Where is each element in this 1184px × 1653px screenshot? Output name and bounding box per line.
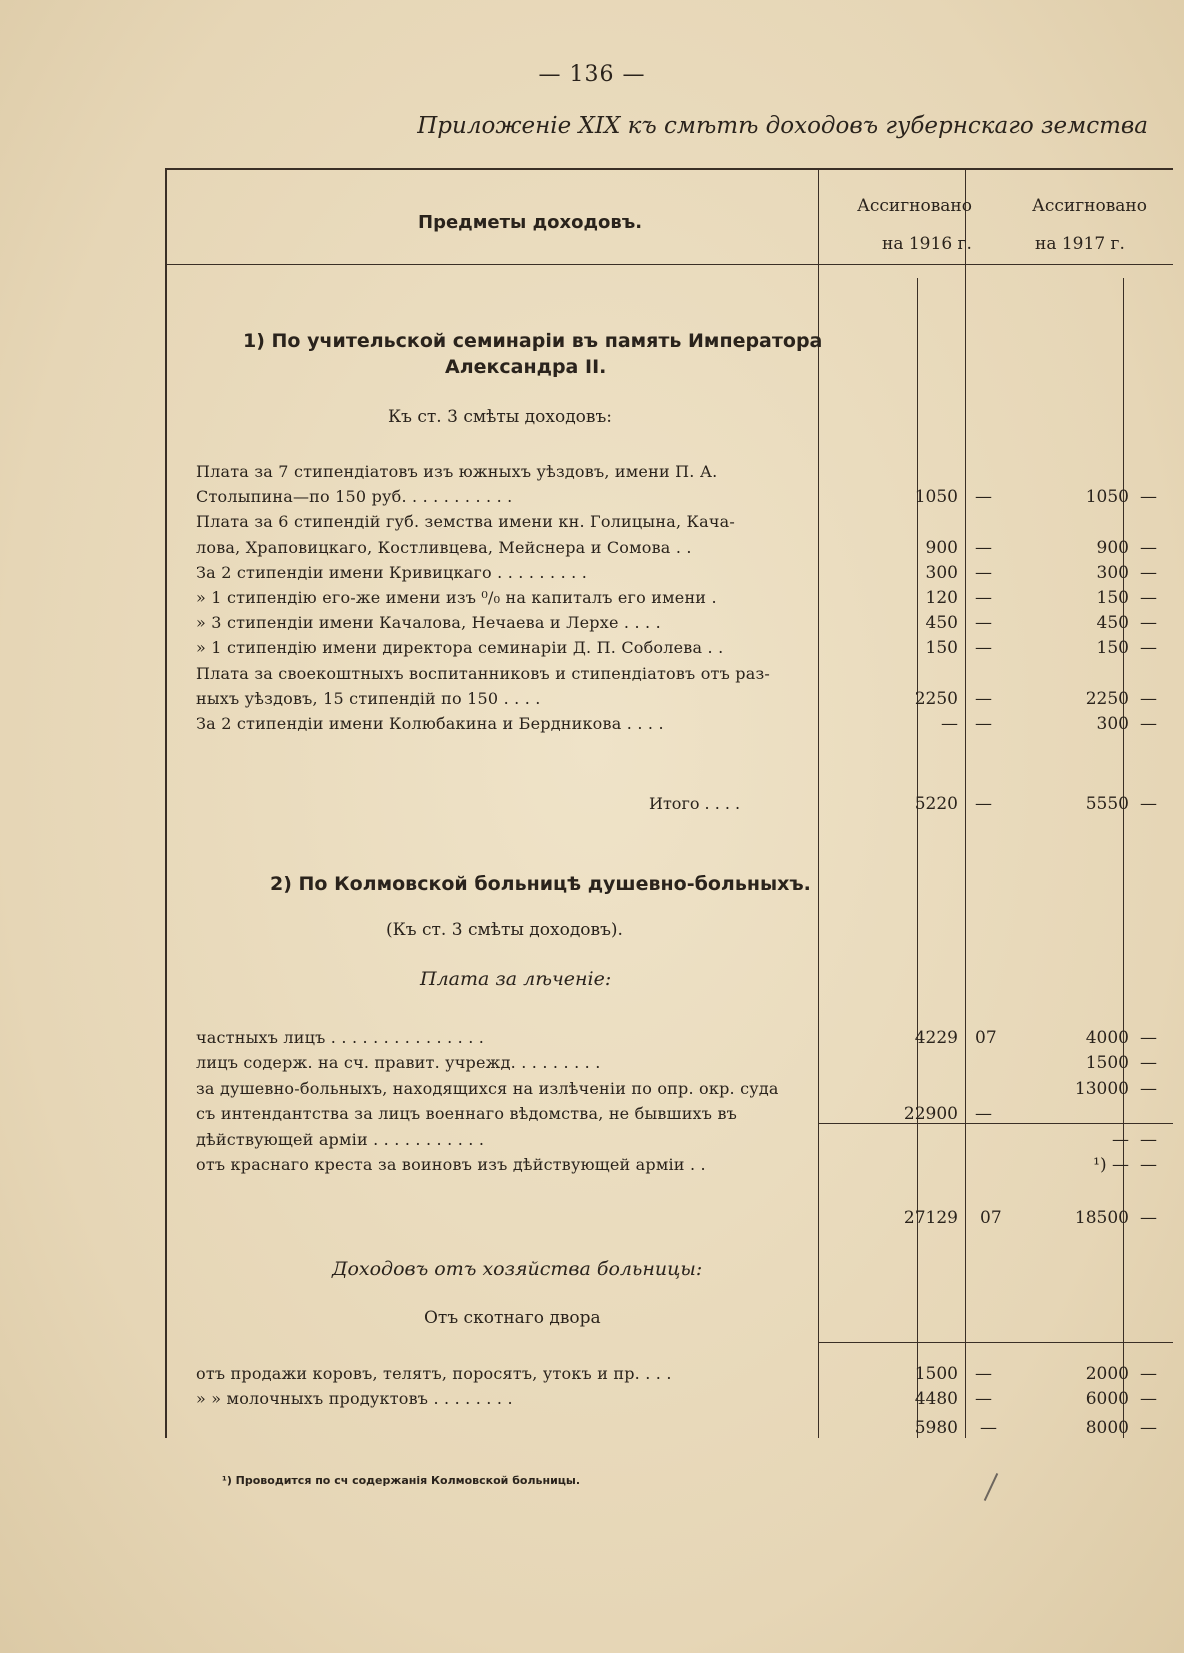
col1-left-border [818,168,819,1438]
header-bottom-border [165,264,1173,265]
table-left-border [165,168,167,1438]
kopecks-1917: — [1140,688,1157,709]
amount-1916: 4480 [914,1389,958,1409]
section1-total-1917: 5550 [1085,794,1129,814]
kopecks-1916: — [975,1364,992,1384]
amount-1916: 150 [925,638,958,659]
row-text: За 2 стипендіи имени Колюбакина и Бердникова . . . . [196,714,664,733]
amount-1917: 900 [1096,537,1129,558]
amount-1917: 300 [1096,562,1129,583]
amount-1917: 300 [1096,714,1129,734]
header-subjects: Предметы доходовъ. [418,212,643,233]
kopecks-1917: — [1140,1129,1157,1150]
farm-subheading: Отъ скотнаго двора [424,1308,601,1328]
farm-total-1917: 8000 [1085,1418,1129,1438]
farm-total-1916-kop: — [980,1418,997,1438]
kopecks-1916: — [975,613,992,634]
amount-1917: 1500 [1085,1053,1129,1074]
kopecks-1917: — [1140,714,1157,734]
kopecks-1916: — [975,588,992,608]
col1-kop-border [917,278,918,1438]
kopecks-1917: — [1140,487,1157,508]
amount-1917: 13000 [1074,1078,1129,1099]
amount-1917: 450 [1096,613,1129,634]
farm-total-1917-kop: — [1140,1418,1157,1438]
table-top-border [165,168,1173,170]
kopecks-1917: — [1140,1364,1157,1384]
section2-heading: Плата за лѣченіе: [420,968,612,990]
amount-1916: 4229 [914,1028,958,1048]
amount-1916: 1500 [914,1364,958,1384]
row-text: За 2 стипендіи имени Кривицкаго . . . . . . . . . [196,562,587,582]
kopecks-1916: — [975,714,992,734]
amount-1916: 2250 [914,688,958,709]
section2-subtotal-1916: 27129 [903,1208,958,1228]
section2-subtotal-1917: 18500 [1074,1208,1129,1228]
row-text: » 3 стипендіи имени Качалова, Нечаева и Лерхе . . . . [196,613,661,633]
section2-subtotal-1916-kop: 07 [980,1208,1002,1228]
amount-1917: — [1112,1129,1129,1150]
header-col1-line1: Ассигновано [857,196,972,216]
row-text: за душевно-больныхъ, находящихся на излѣченіи по опр. окр. суда [196,1078,779,1098]
amount-1916: 450 [925,613,958,634]
row-text: Плата за 6 стипендій губ. земства имени кн. Голицына, Кача- [196,512,735,532]
kopecks-1917: — [1140,1389,1157,1409]
section1-title-line1: 1) По учительской семинаріи въ память Императора [243,330,823,352]
kopecks-1917: — [1140,1053,1157,1074]
section1-total-1916-kop: — [975,794,992,814]
section1-subtitle: Къ ст. 3 смѣты доходовъ: [388,407,613,427]
kopecks-1916: — [975,1389,992,1409]
col2-kop-border [1123,278,1124,1438]
row-text: дѣйствующей арміи . . . . . . . . . . . [196,1129,485,1149]
footnote: ¹) Проводится по сч содержанія Колмовской больницы. [222,1474,581,1487]
row-text: отъ краснаго креста за воиновъ изъ дѣйствующей арміи . . [196,1155,706,1174]
header-col1-line2: на 1916 г. [882,234,972,254]
row-text: отъ продажи коровъ, телятъ, поросятъ, утокъ и пр. . . . [196,1364,672,1383]
row-text: лова, Храповицкаго, Костливцева, Мейснера и Сомова . . [196,537,692,557]
kopecks-1916: — [975,638,992,659]
amount-1917: 4000 [1085,1028,1129,1048]
kopecks-1917: — [1140,1155,1157,1175]
kopecks-1917: — [1140,562,1157,583]
kopecks-1916: — [975,688,992,709]
row-text: » 1 стипендію имени директора семинаріи Д. П. Соболева . . [196,638,724,658]
kopecks-1917: — [1140,613,1157,634]
row-text: Плата за 7 стипендіатовъ изъ южныхъ уѣздовъ, имени П. А. [196,462,718,481]
kopecks-1917: — [1140,1028,1157,1048]
amount-1917: 1050 [1085,487,1129,508]
amount-1916: — [941,714,958,734]
section2-subtotal-1917-kop: — [1140,1208,1157,1228]
amount-1916: 22900 [903,1104,958,1125]
amount-1916: 1050 [914,487,958,508]
kopecks-1917: — [1140,638,1157,659]
kopecks-1916: — [975,1104,992,1125]
kopecks-1916: — [975,487,992,508]
farm-heading: Доходовъ отъ хозяйства больницы: [332,1258,703,1280]
row-text: съ интендантства за лицъ военнаго вѣдомства, не бывшихъ въ [196,1104,738,1124]
header-col2-line2: на 1917 г. [1035,234,1125,254]
kopecks-1917: — [1140,1078,1157,1099]
row-text: ныхъ уѣздовъ, 15 стипендій по 150 . . . . [196,688,541,708]
row-text: частныхъ лицъ . . . . . . . . . . . . . . . [196,1028,485,1047]
header-col2-line1: Ассигновано [1032,196,1147,216]
amount-1917: 150 [1096,638,1129,659]
section1-total-label: Итого . . . . [649,794,741,813]
kopecks-1917: — [1140,588,1157,608]
row-text: » » молочныхъ продуктовъ . . . . . . . . [196,1389,513,1408]
row-text: » 1 стипендію его-же имени изъ ⁰/₀ на капиталъ его имени . [196,588,717,607]
kopecks-1916: — [975,537,992,558]
farm-total-1916: 5980 [914,1418,958,1438]
page-number: — 136 — [538,62,646,87]
section2-subtitle: (Къ ст. 3 смѣты доходовъ). [386,920,623,940]
kopecks-1917: — [1140,537,1157,558]
amount-1916: 300 [925,562,958,583]
section2-title: 2) По Колмовской больницѣ душевно-больныхъ. [270,873,811,895]
section1-title-line2: Александра II. [445,356,607,378]
amount-1917: 2250 [1085,688,1129,709]
amount-1917: 150 [1096,588,1129,608]
kopecks-1916: — [975,562,992,583]
kopecks-1916: 07 [975,1028,997,1048]
amount-1916: 120 [925,588,958,608]
amount-1917: 2000 [1085,1364,1129,1384]
row-text: лицъ содерж. на сч. правит. учрежд. . . . . . . . . [196,1053,601,1073]
amount-1916: 900 [925,537,958,558]
section1-total-1917-kop: — [1140,794,1157,814]
section1-total-1916: 5220 [914,794,958,814]
subtotal-rule [818,1123,1173,1124]
col2-left-border [965,168,966,1438]
farm-total-rule [818,1342,1173,1343]
amount-1917: 6000 [1085,1389,1129,1409]
running-head: Приложеніе XIX къ смѣтѣ доходовъ губернскаго земства [417,113,1148,139]
amount-1917: ¹) — [1093,1155,1129,1175]
row-text: Плата за своекоштныхъ воспитанниковъ и стипендіатовъ отъ раз- [196,663,770,683]
row-text: Столыпина—по 150 руб. . . . . . . . . . . [196,487,513,507]
